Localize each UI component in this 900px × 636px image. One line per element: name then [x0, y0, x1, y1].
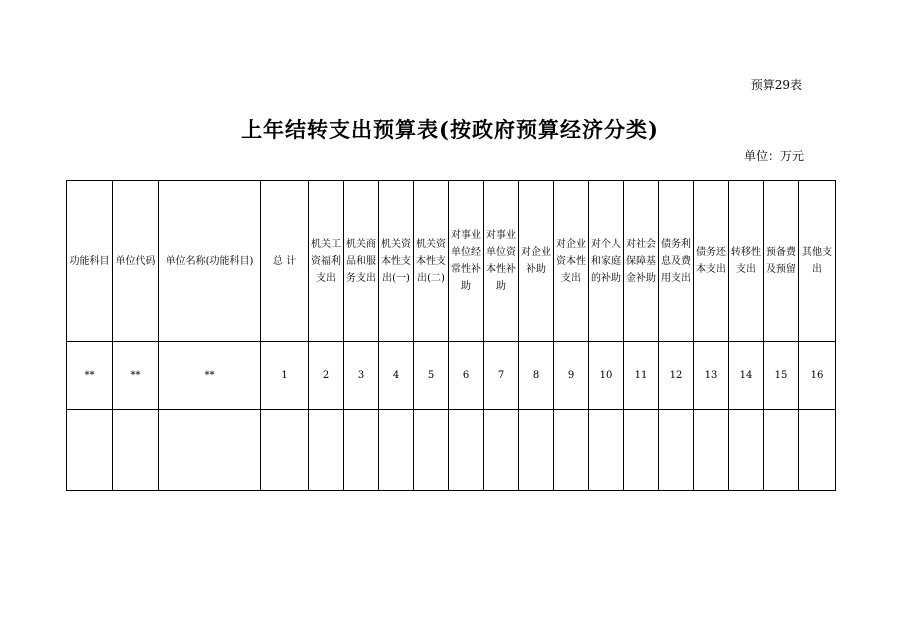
data-cell: [261, 410, 309, 491]
budget-table: [66, 180, 836, 491]
unit-label: 单位：万元: [743, 149, 804, 163]
header-cell-functional-subject: 功能科目: [67, 181, 113, 342]
code-cell: 3: [344, 342, 379, 410]
header-cell-col-5: 机关资本性支出(二): [414, 181, 449, 342]
column-code-row: [67, 342, 836, 410]
code-cell: 7: [484, 342, 519, 410]
code-cell: 8: [519, 342, 554, 410]
header-cell-unit-code: 单位代码: [113, 181, 159, 342]
data-cell: [484, 410, 519, 491]
header-cell-col-15: 预备费及预留: [764, 181, 799, 342]
header-cell-col-7: 对事业单位资本性补助: [484, 181, 519, 342]
data-cell: [67, 410, 113, 491]
page-title: 上年结转支出预算表(按政府预算经济分类): [241, 117, 659, 142]
header-cell-col-12: 债务利息及费用支出: [659, 181, 694, 342]
data-cell: [729, 410, 764, 491]
header-cell-col-8: 对企业补助: [519, 181, 554, 342]
data-cell: [589, 410, 624, 491]
data-cell: [113, 410, 159, 491]
code-cell: 1: [261, 342, 309, 410]
code-cell: 2: [309, 342, 344, 410]
data-cell: [309, 410, 344, 491]
header-cell-col-14: 转移性支出: [729, 181, 764, 342]
data-cell: [159, 410, 261, 491]
header-cell-col-10: 对个人和家庭的补助: [589, 181, 624, 342]
code-cell: 5: [414, 342, 449, 410]
header-cell-col-3: 机关商品和服务支出: [344, 181, 379, 342]
code-cell: 15: [764, 342, 799, 410]
code-cell: 4: [379, 342, 414, 410]
data-cell: [799, 410, 836, 491]
code-cell: **: [67, 342, 113, 410]
header-row: [67, 181, 836, 342]
header-cell-col-2: 机关工资福利支出: [309, 181, 344, 342]
data-cell: [659, 410, 694, 491]
data-cell: [414, 410, 449, 491]
data-cell: [449, 410, 484, 491]
data-cell: [554, 410, 589, 491]
code-cell: 12: [659, 342, 694, 410]
code-cell: 10: [589, 342, 624, 410]
code-cell: 16: [799, 342, 836, 410]
header-cell-col-6: 对事业单位经常性补助: [449, 181, 484, 342]
code-cell: 6: [449, 342, 484, 410]
header-cell-col-9: 对企业资本性支出: [554, 181, 589, 342]
header-cell-col-11: 对社会保障基金补助: [624, 181, 659, 342]
data-cell: [624, 410, 659, 491]
header-cell-unit-name: 单位名称(功能科目): [159, 181, 261, 342]
data-cell: [344, 410, 379, 491]
code-cell: 11: [624, 342, 659, 410]
header-cell-col-16: 其他支出: [799, 181, 836, 342]
code-cell: **: [113, 342, 159, 410]
form-number: 预算29表: [750, 78, 802, 92]
data-cell: [379, 410, 414, 491]
code-cell: 13: [694, 342, 729, 410]
code-cell: **: [159, 342, 261, 410]
header-cell-col-13: 债务还本支出: [694, 181, 729, 342]
header-cell-total: 总 计: [261, 181, 309, 342]
data-cell: [519, 410, 554, 491]
data-cell: [764, 410, 799, 491]
header-cell-col-4: 机关资本性支出(一): [379, 181, 414, 342]
table-row: [67, 410, 836, 491]
code-cell: 9: [554, 342, 589, 410]
data-cell: [694, 410, 729, 491]
code-cell: 14: [729, 342, 764, 410]
